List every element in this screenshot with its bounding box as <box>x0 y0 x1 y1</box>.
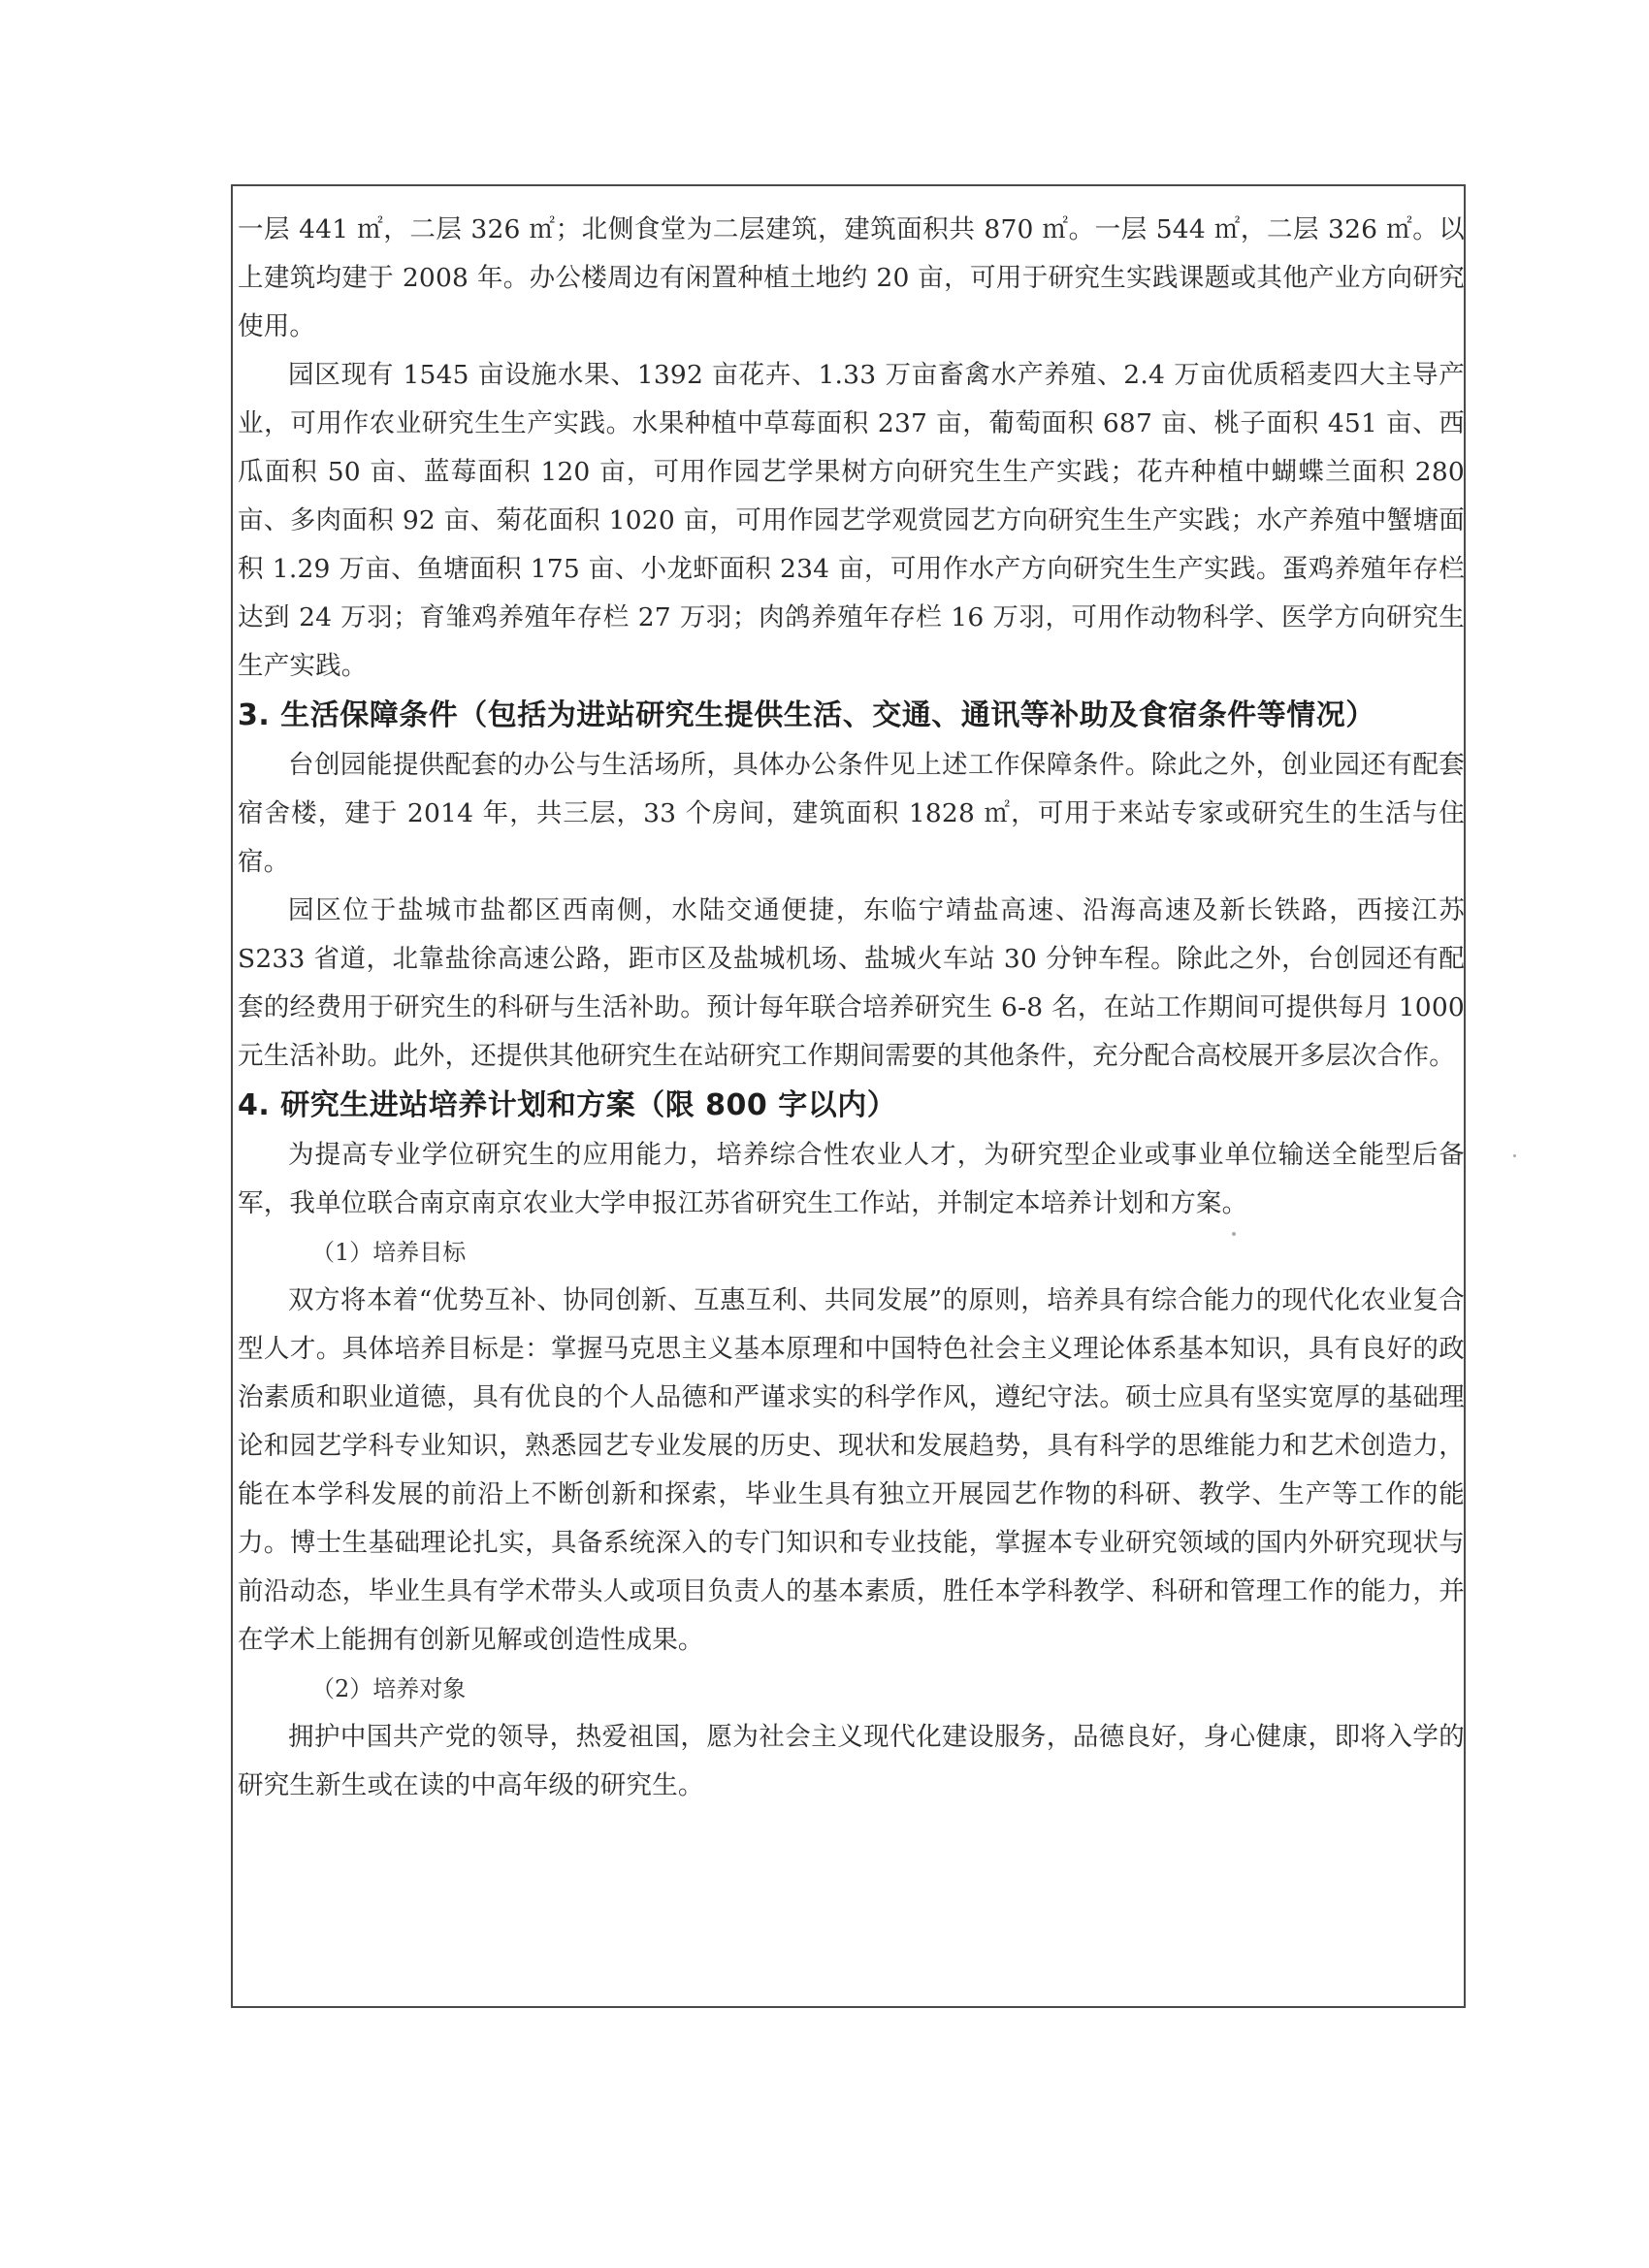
paragraph-plan-intro: 为提高专业学位研究生的应用能力，培养综合性农业人才，为研究型企业或事业单位输送全能型后备军，我单位联合南京南京农业大学申报江苏省研究生工作站，并制定本培养计划和方案。 <box>238 1140 1465 1218</box>
section-heading-living-conditions: 3. 生活保障条件（包括为进站研究生提供生活、交通、通讯等补助及食宿条件等情况） <box>238 698 1375 732</box>
subheading-training-target: （2）培养对象 <box>311 1675 467 1702</box>
paragraph-office-dormitory: 台创园能提供配套的办公与生活场所，具体办公条件见上述工作保障条件。除此之外，创业园还有配套宿舍楼，建于 2014 年，共三层，33 个房间，建筑面积 1828 ㎡，可用于来站专家或研究生的生活与住宿。 <box>238 750 1465 877</box>
scan-speck <box>1232 1232 1236 1236</box>
paragraph-location-subsidy: 园区位于盐城市盐都区西南侧，水陆交通便捷，东临宁靖盐高速、沿海高速及新长铁路，西接江苏 S233 省道，北靠盐徐高速公路，距市区及盐城机场、盐城火车站 30 分钟车程。除此之外，台创园还有配套的经费用于研究生的科研与生活补助。预计每年联合培养研究生 6-8 名，在站工作期间可提供每月 1000 元生活补助。此外，还提供其他研究生在站研究工作期间需要的其他条件，充分配合高校展开多层次合作。 <box>238 895 1465 1071</box>
paragraph-training-goal: 双方将本着“优势互补、协同创新、互惠互利、共同发展”的原则，培养具有综合能力的现代化农业复合型人才。具体培养目标是：掌握马克思主义基本原理和中国特色社会主义理论体系基本知识，具有良好的政治素质和职业道德，具有优良的个人品德和严谨求实的科学作风，遵纪守法。硕士应具有坚实宽厚的基础理论和园艺学科专业知识，熟悉园艺专业发展的历史、现状和发展趋势，具有科学的思维能力和艺术创造力，能在本学科发展的前沿上不断创新和探索，毕业生具有独立开展园艺作物的科研、教学、生产等工作的能力。博士生基础理论扎实，具备系统深入的专门知识和专业技能，掌握本专业研究领域的国内外研究现状与前沿动态，毕业生具有学术带头人或项目负责人的基本素质，胜任本学科教学、科研和管理工作的能力，并在学术上能拥有创新见解或创造性成果。 <box>238 1285 1465 1655</box>
paragraph-industries: 园区现有 1545 亩设施水果、1392 亩花卉、1.33 万亩畜禽水产养殖、2.4 万亩优质稻麦四大主导产业，可用作农业研究生生产实践。水果种植中草莓面积 237 亩，葡萄面积 687 亩、桃子面积 451 亩、西瓜面积 50 亩、蓝莓面积 120 亩，可用作园艺学果树方向研究生生产实践；花卉种植中蝴蝶兰面积 280 亩、多肉面积 92 亩、菊花面积 1020 亩，可用作园艺学观赏园艺方向研究生生产实践；水产养殖中蟹塘面积 1.29 万亩、鱼塘面积 175 亩、小龙虾面积 234 亩，可用作水产方向研究生生产实践。蛋鸡养殖年存栏达到 24 万羽；育雏鸡养殖年存栏 27 万羽；肉鸽养殖年存栏 16 万羽，可用作动物科学、医学方向研究生生产实践。 <box>238 360 1465 681</box>
subheading-training-goal: （1）培养目标 <box>311 1239 467 1266</box>
paragraph-training-target: 拥护中国共产党的领导，热爱祖国，愿为社会主义现代化建设服务，品德良好，身心健康，即将入学的研究生新生或在读的中高年级的研究生。 <box>238 1722 1465 1800</box>
scan-speck <box>1513 1154 1516 1157</box>
document-body <box>238 206 1465 1810</box>
section-heading-training-plan: 4. 研究生进站培养计划和方案（限 800 字以内） <box>238 1088 897 1122</box>
paragraph-building-area: 一层 441 ㎡，二层 326 ㎡；北侧食堂为二层建筑，建筑面积共 870 ㎡。一层 544 ㎡，二层 326 ㎡。以上建筑均建于 2008 年。办公楼周边有闲置种植土地约 20 亩，可用于研究生实践课题或其他产业方向研究使用。 <box>238 214 1465 341</box>
